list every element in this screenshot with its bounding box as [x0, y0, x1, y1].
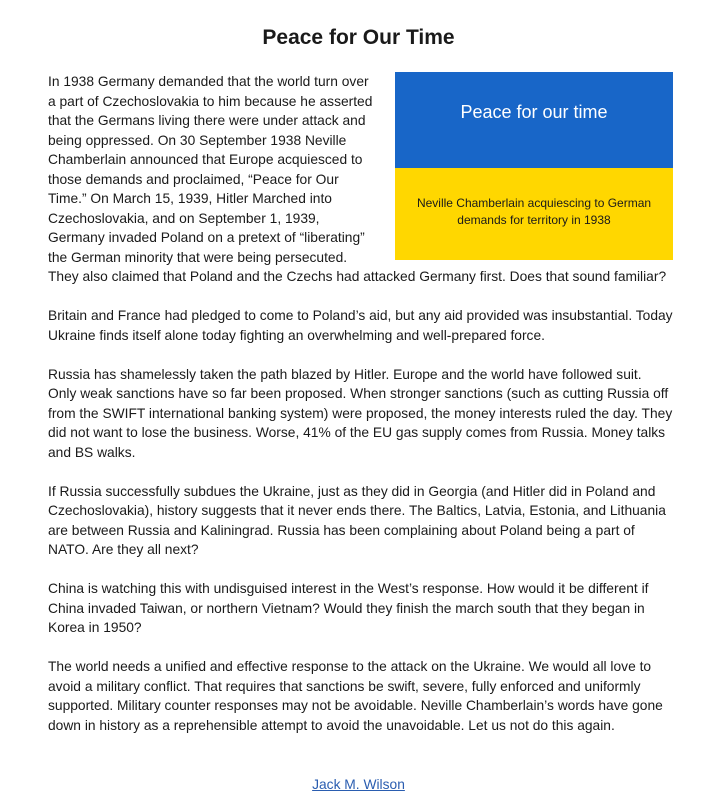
paragraph-6: The world needs a unified and effective response to the attack on the Ukraine. We would all love to avoid a military conflict. That requires that sanctions be swift, severe, fully enforced and uniformly supported. Military counter responses may not be avoidable. Neville Chamberlain’s words have gone down in history as a reprehensible attempt to avoid the unavoidable. Let us not do this again. [48, 659, 663, 733]
flag-caption-text: Neville Chamberlain acquiescing to German demands for territory in 1938 [416, 196, 652, 227]
paragraph-3: Russia has shamelessly taken the path blazed by Hitler. Europe and the world have followed suit. Only weak sanctions have so far been proposed. When stronger sanctions (such as cutting Russia off from the SWIFT international banking system) were proposed, the money interests ruled the day. They did not want to lose the business. Worse, 41% of the EU gas supply comes from Russia. Money talks and BS walks. [48, 366, 673, 460]
paragraph-1: In 1938 Germany demanded that the world turn over a part of Czechoslovakia to him because he asserted that the Germans living there were under attack and being oppressed. On 30 September 1938 Neville Chamberlain announced that Europe acquiesced to those demands and proclaimed, “Peace for Our Time.” On March 15, 1939, Hitler Marched into Czechoslovakia, and on September 1, 1939, Germany invaded Poland on a pretext of “liberating” the German minority that were being persecuted. They also claimed that Poland and the Czechs had attacked Germany first. Does that sound familiar? [48, 74, 667, 284]
ukraine-flag-image [395, 72, 673, 260]
flag-yellow-band [395, 168, 673, 260]
page-title: Peace for Our Time [262, 26, 455, 49]
flag-title-text: Peace for our time [460, 102, 608, 123]
paragraph-4: If Russia successfully subdues the Ukraine, just as they did in Georgia (and Hitler did in Poland and Czechoslovakia), history suggests that it never ends there. The Baltics, Latvia, Estonia, and Lithuania are between Russia and Kaliningrad. Russia has been complaining about Poland being a part of NATO. Are they all next? [48, 483, 666, 557]
flag-blue-band [395, 72, 673, 168]
article-body [48, 72, 673, 755]
author-line [0, 775, 717, 794]
author-link[interactable]: Jack M. Wilson [312, 777, 405, 792]
paragraph-5: China is watching this with undisguised interest in the West’s response. How would it be different if China invaded Taiwan, or northern Vietnam? Would they finish the march south that they began in Korea in 1950? [48, 581, 649, 635]
paragraph-2: Britain and France had pledged to come to Poland’s aid, but any aid provided was insubstantial. Today Ukraine finds itself alone today fighting an overwhelming and well-prepared force. [48, 308, 673, 343]
